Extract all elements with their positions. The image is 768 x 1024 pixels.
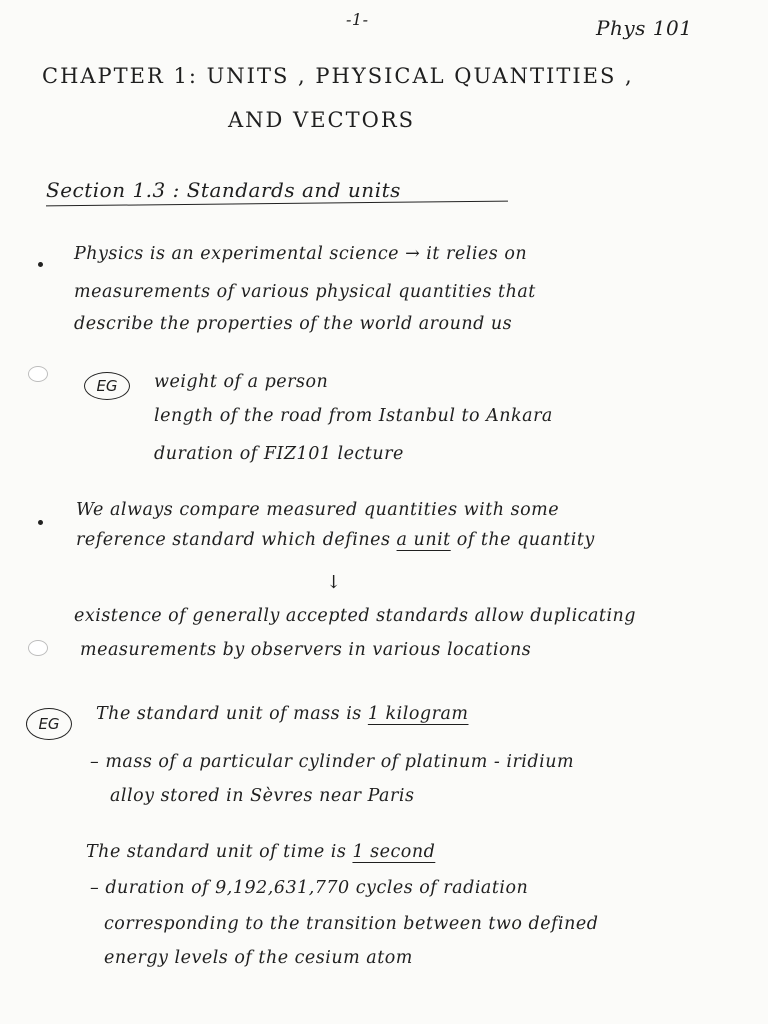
bullet2-line2 bbox=[76, 530, 595, 550]
example1-line3: duration of FIZ101 lecture bbox=[154, 444, 404, 464]
section-heading: Section 1.3 : Standards and units bbox=[46, 178, 401, 202]
bullet1-line3: describe the properties of the world around us bbox=[74, 314, 513, 334]
second-underlined: 1 second bbox=[352, 842, 436, 862]
time-detail-line2: corresponding to the transition between two defined bbox=[104, 914, 599, 934]
bullet2-line2-start: reference standard which defines bbox=[76, 530, 397, 550]
bullet2-line2-end: of the quantity bbox=[450, 530, 595, 550]
bullet-point bbox=[38, 520, 43, 525]
bullet1-line1: Physics is an experimental science → it relies on bbox=[74, 244, 528, 264]
chapter-title-line-2: AND VECTORS bbox=[228, 108, 416, 132]
mass-detail-line2: alloy stored in Sèvres near Paris bbox=[110, 786, 415, 806]
punch-hole bbox=[28, 366, 48, 382]
bullet2-line1: We always compare measured quantities with some bbox=[76, 500, 560, 520]
mass-unit-text: The standard unit of mass is bbox=[96, 704, 368, 724]
example-marker: EG bbox=[84, 372, 130, 400]
chapter-title-line-1: CHAPTER 1: UNITS , PHYSICAL QUANTITIES , bbox=[42, 64, 634, 88]
bullet2-line4: measurements by observers in various locations bbox=[80, 640, 532, 660]
unit-underlined: a unit bbox=[396, 530, 451, 550]
bullet2-line3: existence of generally accepted standards allow duplicating bbox=[74, 606, 637, 626]
time-detail-line1: – duration of 9,192,631,770 cycles of radiation bbox=[90, 878, 529, 898]
time-detail-line3: energy levels of the cesium atom bbox=[104, 948, 413, 968]
example1-line2: length of the road from Istanbul to Ankara bbox=[154, 406, 553, 426]
mass-detail-line1: – mass of a particular cylinder of platinum - iridium bbox=[90, 752, 575, 772]
time-unit-line bbox=[86, 842, 435, 862]
time-unit-text: The standard unit of time is bbox=[86, 842, 353, 862]
down-arrow: ↓ bbox=[326, 572, 342, 593]
punch-hole bbox=[28, 640, 48, 656]
mass-unit-line bbox=[96, 704, 469, 724]
example1-line1: weight of a person bbox=[154, 372, 329, 392]
kilogram-underlined: 1 kilogram bbox=[367, 704, 469, 724]
example-marker: EG bbox=[26, 708, 72, 740]
page-number: -1- bbox=[346, 10, 369, 29]
course-label: Phys 101 bbox=[596, 16, 693, 40]
bullet1-line2: measurements of various physical quantities that bbox=[74, 282, 536, 302]
bullet-point bbox=[38, 262, 43, 267]
